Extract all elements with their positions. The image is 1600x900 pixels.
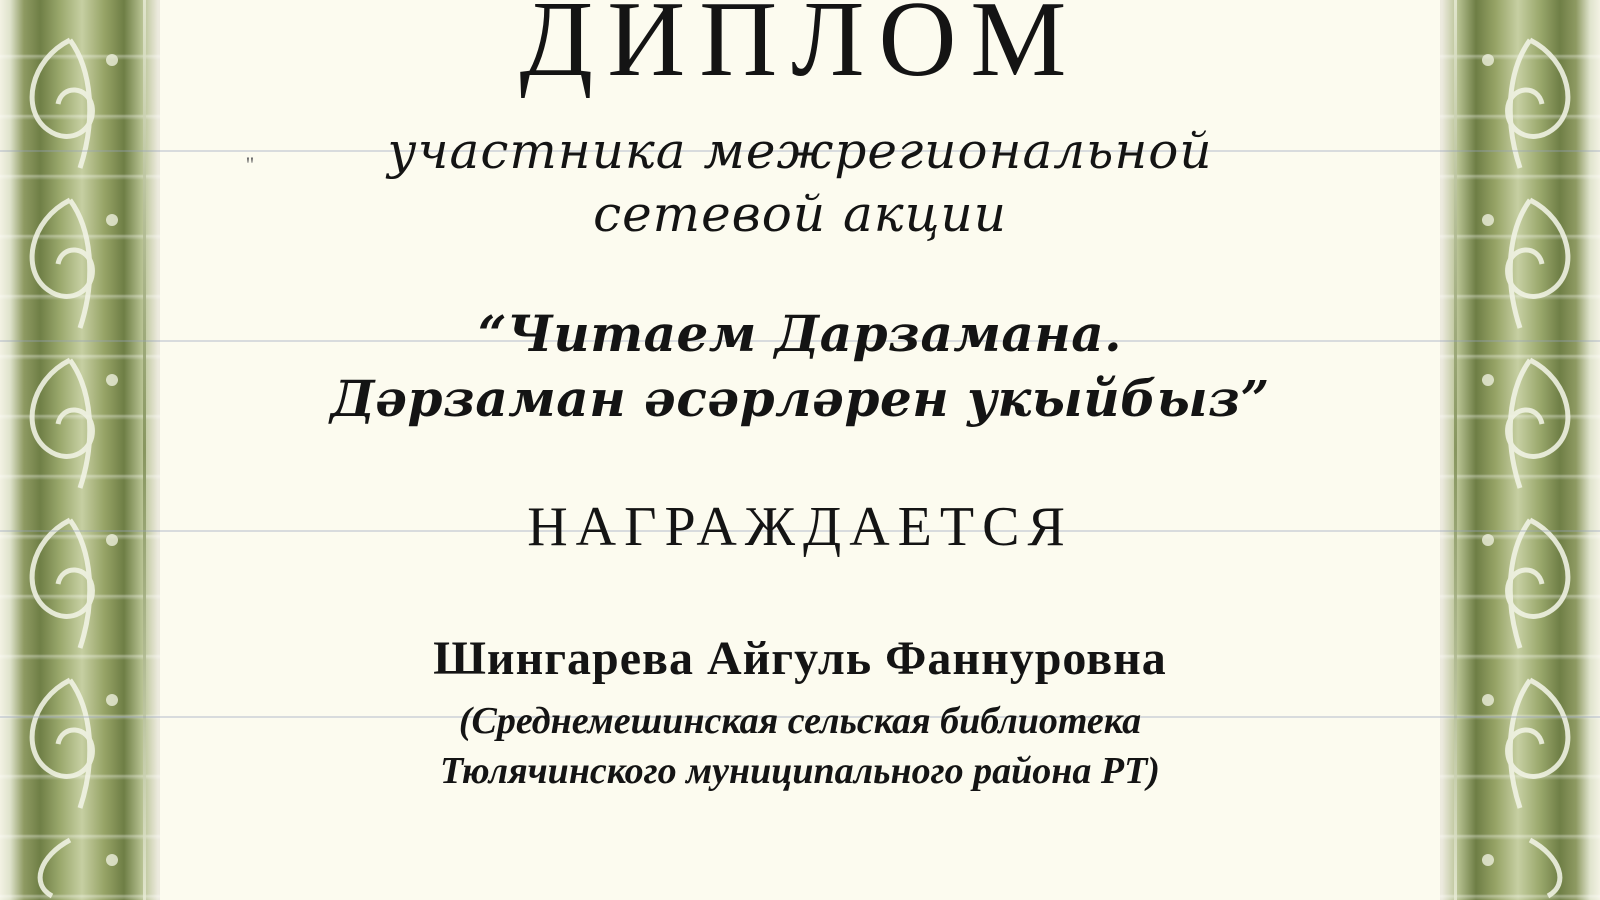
action-name-line-2: Дәрзаман әсәрләрен укыйбыз” [330, 369, 1270, 428]
certificate-content [160, 0, 1440, 900]
organization-line-2: Тюлячинского муниципального района РТ) [440, 750, 1160, 793]
recipient-name: Шингарева Айгуль Фаннуровна [433, 632, 1167, 685]
subtitle-line-1: участника межрегиональной [387, 122, 1213, 180]
right-scroll-ornament-icon [1440, 0, 1600, 900]
diploma-title: ДИПЛОМ [519, 0, 1081, 99]
recipient-organization [160, 696, 1440, 796]
left-scroll-ornament-icon [0, 0, 160, 900]
left-ornamental-border [0, 0, 160, 900]
awarded-label: НАГРАЖДАЕТСЯ [527, 496, 1073, 558]
right-ornamental-border [1440, 0, 1600, 900]
organization-line-1: (Среднемешинская сельская библиотека [458, 700, 1142, 742]
diploma-subtitle [160, 120, 1440, 245]
subtitle-line-2: сетевой акции [593, 184, 1007, 243]
action-name-line-1: “Читаем Дарзамана. [477, 304, 1123, 363]
ink-speck-mark: '' [246, 152, 254, 177]
action-name [160, 301, 1440, 431]
